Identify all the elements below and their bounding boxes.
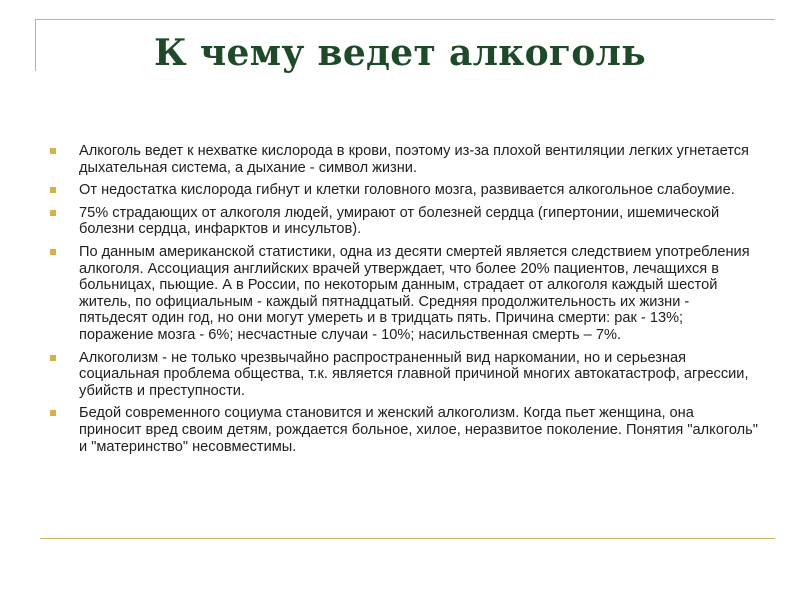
bullet-text: Алкоголь ведет к нехватке кислорода в крови, поэтому из-за плохой вентиляции легких угнетается дыхательная система, а дыхание - символ жизни.	[79, 143, 749, 176]
bullet-item	[50, 405, 760, 455]
square-bullet-icon	[50, 148, 56, 154]
frame-top-line	[35, 19, 775, 20]
bullet-text: Бедой современного социума становится и женский алкоголизм. Когда пьет женщина, она приносит вред своим детям, рождается больное, хилое, неразвитое поколение. Понятия "алкоголь" и "материнство" несовместимы.	[79, 405, 758, 455]
bullet-item	[50, 143, 760, 176]
square-bullet-icon	[50, 187, 56, 193]
slide-title: К чему ведет алкоголь	[154, 32, 646, 74]
bullet-item	[50, 244, 760, 344]
square-bullet-icon	[50, 355, 56, 361]
bullet-text: От недостатка кислорода гибнут и клетки головного мозга, развивается алкогольное слабоумие.	[79, 182, 735, 199]
square-bullet-icon	[50, 249, 56, 255]
bullet-list	[50, 143, 760, 461]
frame-bottom-line	[40, 538, 775, 539]
square-bullet-icon	[50, 210, 56, 216]
bullet-item	[50, 182, 760, 199]
bullet-text: По данным американской статистики, одна из десяти смертей является следствием употребления алкоголя. Ассоциация английских врачей утверждает, что более 20% пациентов, лечащихся в больницах, пьющие. А в России, по некоторым данным, страдает от алкоголя каждый шестой житель, по официальным - каждый пятнадцатый. Средняя продолжительность их жизни - пятьдесят один год, но они могут умереть и в тридцать пять. Причина смерти: рак - 13%; поражение мозга - 6%; несчастные случаи - 10%; насильственная смерть – 7%.	[79, 243, 750, 343]
bullet-text: Алкоголизм - не только чрезвычайно распространенный вид наркомании, но и серьезная социальная проблема общества, т.к. является главной причиной многих автокатастроф, агрессии, убийств и преступности.	[79, 349, 749, 399]
bullet-item	[50, 350, 760, 400]
square-bullet-icon	[50, 410, 56, 416]
bullet-item	[50, 205, 760, 238]
bullet-text: 75% страдающих от алкоголя людей, умирают от болезней сердца (гипертонии, ишемической болезни сердца, инфарктов и инсультов).	[79, 204, 720, 238]
